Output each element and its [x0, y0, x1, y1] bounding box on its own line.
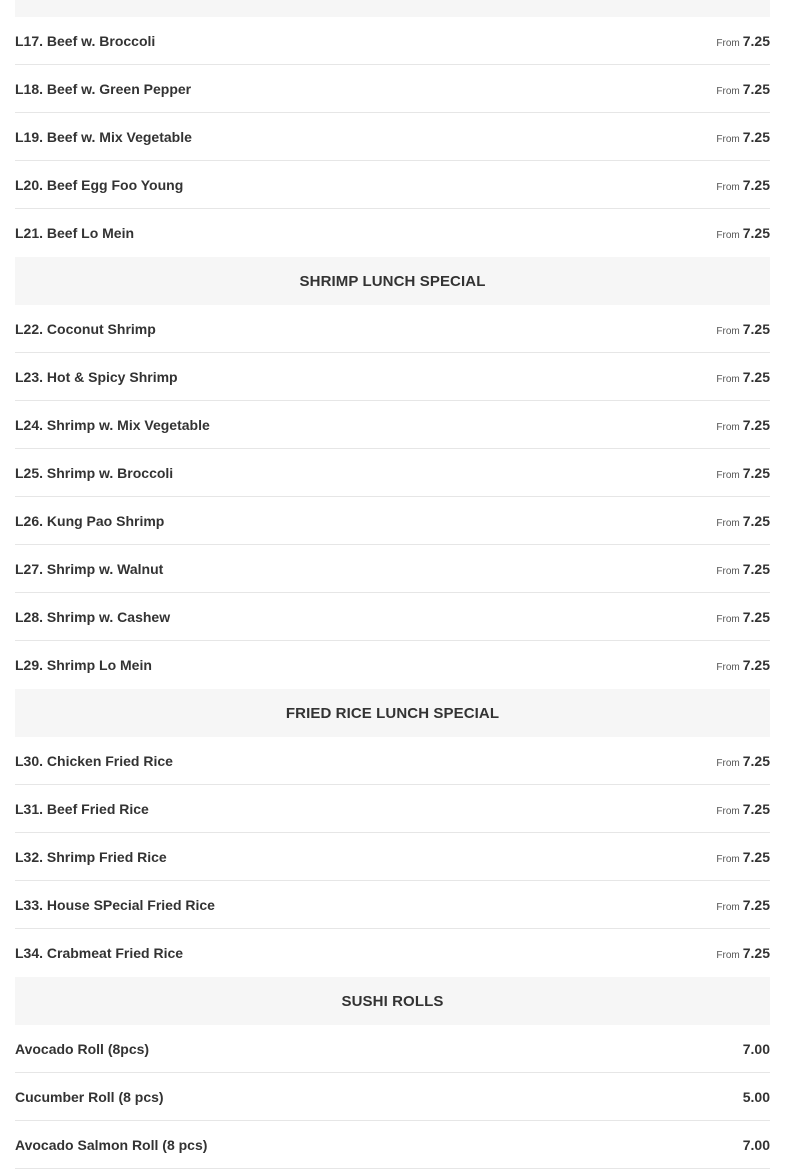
- item-name: L20. Beef Egg Foo Young: [15, 176, 184, 193]
- menu-item-row[interactable]: [15, 881, 770, 929]
- menu-item-row[interactable]: [15, 353, 770, 401]
- item-name: L32. Shrimp Fried Rice: [15, 848, 167, 865]
- item-price: [716, 225, 770, 241]
- price-value: 7.00: [742, 1040, 770, 1057]
- menu-item-row[interactable]: [15, 17, 770, 65]
- price-value: 7.25: [742, 368, 770, 385]
- price-value: 7.25: [742, 608, 770, 625]
- section-header-shrimp: [15, 257, 770, 305]
- price-from-label: From: [716, 613, 740, 625]
- price-value: 5.00: [742, 1088, 770, 1105]
- price-value: 7.25: [742, 176, 770, 193]
- item-name: L25. Shrimp w. Broccoli: [15, 464, 174, 481]
- price-value: 7.25: [742, 800, 770, 817]
- item-name: L19. Beef w. Mix Vegetable: [15, 128, 192, 145]
- menu-item-row[interactable]: [15, 545, 770, 593]
- price-value: 7.25: [742, 225, 770, 241]
- price-from-label: From: [716, 325, 740, 337]
- price-value: 7.25: [742, 320, 770, 337]
- item-name: L18. Beef w. Green Pepper: [15, 80, 192, 97]
- section-title: FRIED RICE LUNCH SPECIAL: [285, 704, 500, 722]
- item-price: [740, 1137, 770, 1153]
- item-price: [716, 561, 770, 577]
- section-header-beef: [15, 0, 770, 17]
- item-name: L17. Beef w. Broccoli: [15, 32, 156, 49]
- price-from-label: From: [716, 565, 740, 577]
- price-from-label: From: [716, 230, 740, 241]
- section-title: SHRIMP LUNCH SPECIAL: [299, 272, 486, 290]
- price-value: 7.25: [742, 80, 770, 97]
- price-value: 7.25: [742, 512, 770, 529]
- price-from-label: From: [716, 662, 740, 673]
- menu-item-row[interactable]: [15, 833, 770, 881]
- item-price: [740, 1041, 770, 1057]
- price-from-label: From: [716, 517, 740, 529]
- menu-item-row[interactable]: [15, 497, 770, 545]
- price-from-label: From: [716, 373, 740, 385]
- price-value: 7.25: [742, 752, 770, 769]
- item-name: L29. Shrimp Lo Mein: [15, 657, 152, 673]
- item-price: [716, 609, 770, 625]
- price-from-label: From: [716, 757, 740, 769]
- item-name: L23. Hot & Spicy Shrimp: [15, 368, 178, 385]
- menu-item-row[interactable]: [15, 737, 770, 785]
- price-value: 7.25: [742, 464, 770, 481]
- item-name: L30. Chicken Fried Rice: [15, 752, 173, 769]
- item-price: [716, 849, 770, 865]
- menu-item-row[interactable]: [15, 449, 770, 497]
- item-price: [716, 897, 770, 913]
- item-name: L24. Shrimp w. Mix Vegetable: [15, 416, 210, 433]
- menu-item-row[interactable]: [15, 161, 770, 209]
- price-from-label: From: [716, 85, 740, 97]
- price-value: 7.25: [742, 848, 770, 865]
- item-price: [740, 1089, 770, 1105]
- item-name: L21. Beef Lo Mein: [15, 225, 135, 241]
- item-price: [716, 417, 770, 433]
- item-price: [716, 801, 770, 817]
- item-price: [716, 513, 770, 529]
- price-value: 7.25: [742, 657, 770, 673]
- price-from-label: From: [716, 469, 740, 481]
- price-value: 7.25: [742, 32, 770, 49]
- section-header-fried-rice: [15, 689, 770, 737]
- menu-item-row[interactable]: [15, 1121, 770, 1169]
- price-value: 7.25: [742, 128, 770, 145]
- item-name: L33. House SPecial Fried Rice: [15, 896, 215, 913]
- section-header-sushi-rolls: [15, 977, 770, 1025]
- menu-item-row[interactable]: [15, 65, 770, 113]
- price-from-label: From: [716, 805, 740, 817]
- item-price: [716, 753, 770, 769]
- item-name: Avocado Salmon Roll (8 pcs): [15, 1136, 208, 1153]
- price-from-label: From: [716, 950, 740, 961]
- section-title: SUSHI ROLLS: [341, 992, 444, 1010]
- item-price: [716, 33, 770, 49]
- price-from-label: From: [716, 901, 740, 913]
- item-name: L26. Kung Pao Shrimp: [15, 512, 165, 529]
- item-price: [716, 369, 770, 385]
- menu-item-row[interactable]: [15, 785, 770, 833]
- item-price: [716, 177, 770, 193]
- item-price: [716, 465, 770, 481]
- menu-item-row[interactable]: [15, 1025, 770, 1073]
- item-price: [716, 657, 770, 673]
- item-name: L34. Crabmeat Fried Rice: [15, 945, 184, 961]
- menu-item-row[interactable]: [15, 209, 770, 257]
- price-from-label: From: [716, 133, 740, 145]
- menu-item-row[interactable]: [15, 641, 770, 689]
- menu-item-row[interactable]: [15, 401, 770, 449]
- price-value: 7.25: [742, 560, 770, 577]
- price-value: 7.25: [742, 416, 770, 433]
- item-name: L31. Beef Fried Rice: [15, 800, 149, 817]
- item-name: L28. Shrimp w. Cashew: [15, 608, 171, 625]
- item-name: L22. Coconut Shrimp: [15, 320, 156, 337]
- price-value: 7.00: [742, 1136, 770, 1153]
- item-price: [716, 945, 770, 961]
- item-price: [716, 321, 770, 337]
- item-name: L27. Shrimp w. Walnut: [15, 560, 164, 577]
- menu-item-row[interactable]: [15, 305, 770, 353]
- menu-item-row[interactable]: [15, 593, 770, 641]
- menu-list: [15, 0, 770, 1169]
- menu-item-row[interactable]: [15, 1073, 770, 1121]
- price-from-label: From: [716, 37, 740, 49]
- price-from-label: From: [716, 181, 740, 193]
- item-name: Avocado Roll (8pcs): [15, 1040, 150, 1057]
- price-from-label: From: [716, 853, 740, 865]
- menu-item-row[interactable]: [15, 113, 770, 161]
- item-price: [716, 129, 770, 145]
- menu-item-row[interactable]: [15, 929, 770, 977]
- item-name: Cucumber Roll (8 pcs): [15, 1088, 164, 1105]
- price-value: 7.25: [742, 945, 770, 961]
- item-price: [716, 81, 770, 97]
- price-value: 7.25: [742, 896, 770, 913]
- price-from-label: From: [716, 421, 740, 433]
